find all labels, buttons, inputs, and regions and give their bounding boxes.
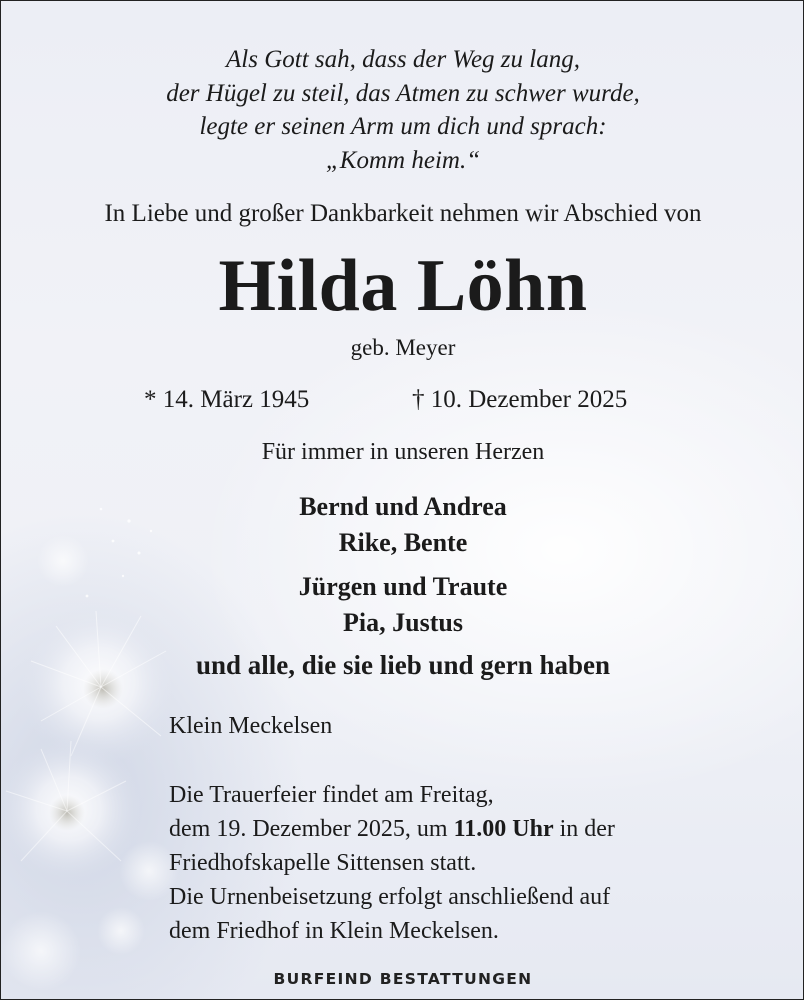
birth-name: geb. Meyer bbox=[350, 335, 456, 360]
motto: Für immer in unseren Herzen bbox=[261, 439, 545, 465]
mourner-family bbox=[1, 569, 804, 641]
verse-line: „Komm heim.“ bbox=[325, 146, 481, 174]
deceased-name: Hilda Löhn bbox=[218, 245, 588, 327]
funeral-service-info bbox=[169, 778, 615, 948]
mourner-parents: Bernd und Andrea bbox=[299, 492, 507, 521]
service-line: dem Friedhof in Klein Meckelsen. bbox=[169, 918, 499, 944]
mourner-family bbox=[1, 489, 804, 561]
farewell-intro: In Liebe und großer Dankbarkeit nehmen wir Abschied von bbox=[104, 200, 702, 227]
verse-line: Als Gott sah, dass der Weg zu lang, bbox=[226, 46, 580, 73]
mourner-parents: Jürgen und Traute bbox=[298, 572, 508, 601]
service-line: Die Trauerfeier findet am Freitag, bbox=[169, 782, 494, 808]
service-line: Friedhofskapelle Sittensen statt. bbox=[169, 850, 477, 876]
mourner-children: Rike, Bente bbox=[338, 528, 468, 557]
service-date: dem 19. Dezember 2025, um bbox=[169, 816, 454, 842]
mourners-all: und alle, die sie lieb und gern haben bbox=[195, 650, 611, 680]
service-line: Die Urnenbeisetzung erfolgt anschließend auf bbox=[169, 884, 611, 910]
memorial-verse bbox=[1, 43, 804, 177]
location: Klein Meckelsen bbox=[169, 713, 333, 739]
service-line bbox=[169, 812, 615, 846]
mourner-children: Pia, Justus bbox=[343, 608, 463, 637]
birth-date: * 14. März 1945 bbox=[144, 386, 310, 413]
death-date: † 10. Dezember 2025 bbox=[412, 386, 628, 413]
service-time: 11.00 Uhr bbox=[453, 816, 554, 842]
funeral-home-logo: BURFEIND BESTATTUNGEN bbox=[273, 970, 533, 988]
service-line-suffix: in der bbox=[553, 816, 615, 842]
verse-line: legte er seinen Arm um dich und sprach: bbox=[199, 113, 607, 140]
verse-line: der Hügel zu steil, das Atmen zu schwer wurde, bbox=[166, 79, 640, 107]
